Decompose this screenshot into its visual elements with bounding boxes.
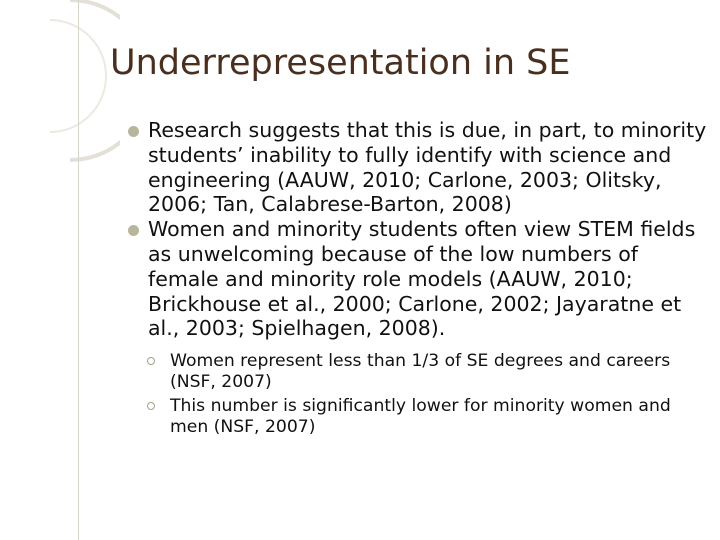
bullet-item [128, 217, 708, 341]
left-divider [78, 0, 79, 540]
sub-bullet-list [146, 351, 708, 437]
sub-bullet-item [146, 351, 708, 392]
decorative-arc [0, 0, 120, 180]
bullet-dot-icon [128, 126, 139, 137]
sub-bullet-ring-icon [147, 402, 155, 410]
slide-title: Underrepresentation in SE [110, 43, 571, 83]
sub-bullet-ring-icon [147, 357, 155, 365]
slide-body [128, 118, 708, 441]
bullet-item [128, 118, 708, 217]
bullet-dot-icon [128, 225, 139, 236]
bullet-text: Women and minority students often view STEM fields as unwelcoming because of the low numbers of female and minority role models (AAUW, 2010; Brickhouse et al., 2000; Carlone, 2002; Jayaratne et al., 2003; Spielhagen, 2008). [148, 217, 696, 341]
sub-bullet-item [146, 396, 708, 437]
sub-bullet-text: This number is significantly lower for minority women and men (NSF, 2007) [170, 396, 671, 437]
bullet-text: Research suggests that this is due, in part, to minority students’ inability to fully identify with science and engineering (AAUW, 2010; Carlone, 2003; Olitsky, 2006; Tan, Calabrese-Barton, 2008) [148, 118, 707, 217]
sub-bullet-text: Women represent less than 1/3 of SE degrees and careers (NSF, 2007) [170, 351, 671, 392]
